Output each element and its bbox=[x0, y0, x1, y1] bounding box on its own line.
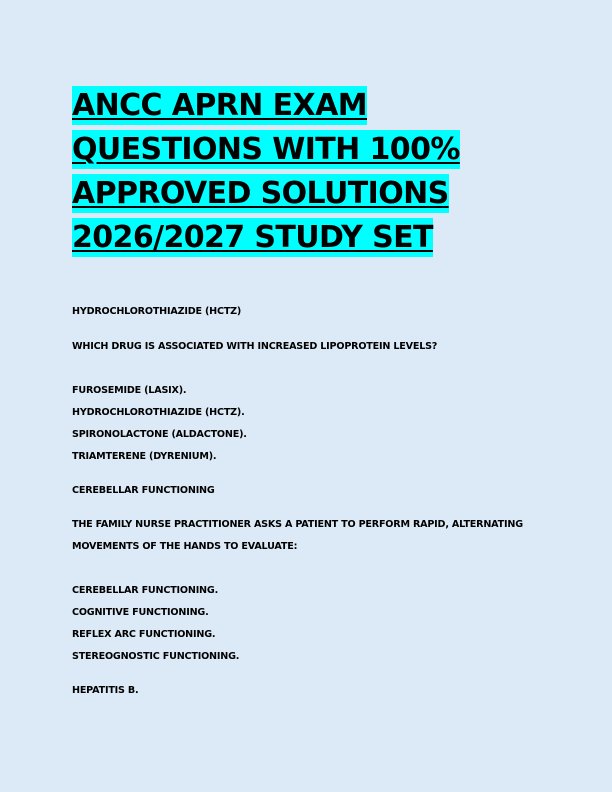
answer-3: HEPATITIS B. bbox=[72, 685, 139, 696]
option-1-2: HYDROCHLOROTHIAZIDE (HCTZ). bbox=[72, 407, 245, 418]
option-1-3: SPIRONOLACTONE (ALDACTONE). bbox=[72, 429, 247, 440]
option-2-4: STEREOGNOSTIC FUNCTIONING. bbox=[72, 651, 240, 662]
document-title-text: ANCC APRN EXAM QUESTIONS WITH 100% APPROVED SOLUTIONS 2026/2027 STUDY SET bbox=[72, 88, 460, 255]
answer-2: CEREBELLAR FUNCTIONING bbox=[72, 485, 215, 496]
answer-1: HYDROCHLOROTHIAZIDE (HCTZ) bbox=[72, 306, 242, 317]
option-1-4: TRIAMTERENE (DYRENIUM). bbox=[72, 451, 217, 462]
option-2-1: CEREBELLAR FUNCTIONING. bbox=[72, 585, 219, 596]
option-1-1: FUROSEMIDE (LASIX). bbox=[72, 385, 187, 396]
option-2-2: COGNITIVE FUNCTIONING. bbox=[72, 607, 209, 618]
question-2: THE FAMILY NURSE PRACTITIONER ASKS A PATIENT TO PERFORM RAPID, ALTERNATING MOVEMENTS OF THE HANDS TO EVALUATE: bbox=[72, 519, 523, 552]
option-2-3: REFLEX ARC FUNCTIONING. bbox=[72, 629, 216, 640]
document-title bbox=[72, 84, 542, 260]
question-1: WHICH DRUG IS ASSOCIATED WITH INCREASED LIPOPROTEIN LEVELS? bbox=[72, 341, 438, 352]
